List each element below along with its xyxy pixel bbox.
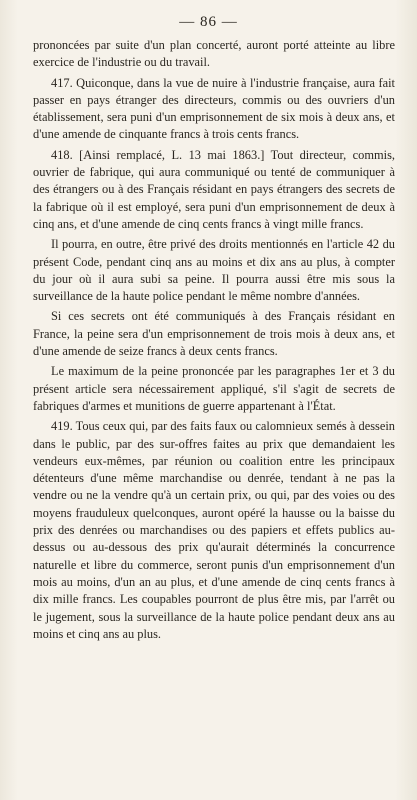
article-418-paragraph-2: Il pourra, en outre, être privé des droits mentionnés en l'article 42 du présent Code, pendant cinq ans au moins et dix ans au plus, à compter du jour où il aura subi sa peine. Il pourra aussi être mis sous la surveillance de la haute police pendant le même nombre d'années. xyxy=(33,237,395,304)
paragraph-continuation: prononcées par suite d'un plan concerté, auront porté atteinte au libre exercice de l'industrie ou du travail. xyxy=(33,38,395,70)
page-number: — 86 — xyxy=(179,14,238,30)
article-419: 419. Tous ceux qui, par des faits faux ou calomnieux semés à dessein dans le public, par des sur-offres faites au prix que demandaient les vendeurs eux-mêmes, par réunion ou coalition entre les principaux détenteurs d'une même marchandise ou denrée, tendant à ne pas la vendre ou ne la vendre qu'à un certain prix, ou qui, par des voies ou des moyens frauduleux quelconques, auront opéré la hausse ou la baisse du prix des denrées ou marchandises ou des papiers et effets publics au-dessus ou au-dessous des prix qu'aurait déterminés la concurrence naturelle et libre du commerce, seront punis d'un emprisonnement d'un mois au moins, d'un an au plus, et d'une amende de cinq cents francs à dix mille francs. Les coupables pourront de plus être mis, par l'arrêt ou le jugement, sous la surveillance de la haute police pendant deux ans au moins et cinq ans au plus. xyxy=(33,419,395,641)
article-418-paragraph-4: Le maximum de la peine prononcée par les paragraphes 1er et 3 du présent article sera nécessairement appliqué, s'il s'agit de secrets de fabriques d'armes et munitions de guerre appartenant à l'État. xyxy=(33,364,395,413)
article-418-paragraph-3: Si ces secrets ont été communiqués à des Français résidant en France, la peine sera d'un emprisonnement de trois mois à deux ans, et d'une amende de seize francs à deux cents francs. xyxy=(33,309,395,359)
article-417: 417. Quiconque, dans la vue de nuire à l'industrie française, aura fait passer en pays étranger des directeurs, commis ou des ouvriers d'un établissement, sera puni d'un emprisonnement de six mois à deux ans, et d'une amende de cinquante francs à trois cents francs. xyxy=(33,75,395,142)
body-text xyxy=(33,37,395,643)
article-418: 418. [Ainsi remplacé, L. 13 mai 1863.] Tout directeur, commis, ouvrier de fabrique, qui aura communiqué ou tenté de communiquer à des étrangers ou à des Français résidant en pays étrangers des secrets de la fabrique où il est employé, sera puni d'un emprisonnement de deux à cinq ans, et d'une amende de cinq cents francs à vingt mille francs. xyxy=(33,147,395,231)
